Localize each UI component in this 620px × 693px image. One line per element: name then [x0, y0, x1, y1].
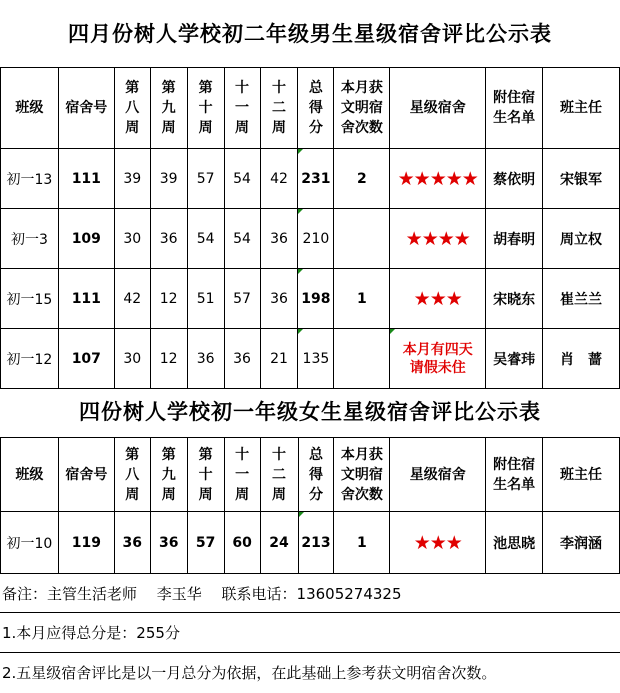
star-icon: ★★★★ — [405, 227, 470, 250]
remark-line: 备注：主管生活老师 李玉华 联系电话：13605274325 — [2, 585, 402, 603]
class-cell: 初一3 — [1, 209, 59, 269]
table-row — [1, 269, 620, 329]
week12-cell: 36 — [260, 269, 298, 329]
total-cell: 198 — [298, 269, 334, 329]
week9-cell: 12 — [150, 269, 187, 329]
note-rating-rule: 2.五星级宿舍评比是以一月总分为依据，在此基础上参考获文明宿舍次数。 — [0, 652, 620, 693]
header-week10: 第 十 周 — [187, 68, 224, 149]
header-week12: 十 二 周 — [260, 438, 298, 512]
week10-cell: 54 — [187, 209, 224, 269]
week12-cell: 24 — [260, 512, 298, 574]
header-week11: 十 一 周 — [224, 438, 260, 512]
dorm-cell: 111 — [58, 269, 114, 329]
teacher-cell: 宋银军 — [543, 149, 620, 209]
week10-cell: 57 — [187, 512, 224, 574]
page-title-girls: 四份树人学校初一年级女生星级宿舍评比公示表 — [79, 400, 541, 424]
class-cell: 初一10 — [1, 512, 59, 574]
total-cell: 231 — [298, 149, 334, 209]
boys-dorm-table — [0, 67, 620, 389]
week11-cell: 54 — [224, 149, 260, 209]
header-row — [1, 438, 620, 512]
resident-cell: 胡春明 — [486, 209, 543, 269]
star-cell — [390, 269, 486, 329]
week11-cell: 57 — [224, 269, 260, 329]
header-total: 总 得 分 — [298, 438, 334, 512]
civil-count-cell: 2 — [334, 149, 390, 209]
table-row — [1, 512, 620, 574]
week10-cell: 36 — [187, 329, 224, 389]
girls-dorm-table — [0, 437, 620, 574]
header-total: 总 得 分 — [298, 68, 334, 149]
star-icon: ★★★★★ — [397, 167, 478, 190]
total-cell: 210 — [298, 209, 334, 269]
header-civil-count: 本月获 文明宿 舍次数 — [334, 68, 390, 149]
absence-note-line: 本月有四天 — [402, 341, 473, 358]
class-cell: 初一13 — [1, 149, 59, 209]
week10-cell: 51 — [187, 269, 224, 329]
resident-cell: 宋晓东 — [486, 269, 543, 329]
header-dorm: 宿舍号 — [58, 68, 114, 149]
resident-cell: 吴睿玮 — [486, 329, 543, 389]
star-cell — [390, 512, 486, 574]
week9-cell: 36 — [150, 512, 187, 574]
week9-cell: 36 — [150, 209, 187, 269]
star-icon: ★★★ — [413, 287, 462, 310]
dorm-cell: 111 — [58, 149, 114, 209]
week8-cell: 30 — [114, 329, 150, 389]
total-cell: 135 — [298, 329, 334, 389]
header-week9: 第 九 周 — [150, 438, 187, 512]
header-star-dorm: 星级宿舍 — [390, 438, 486, 512]
table-row — [1, 149, 620, 209]
week11-cell: 36 — [224, 329, 260, 389]
star-icon: ★★★ — [413, 531, 462, 554]
page-title-boys: 四月份树人学校初二年级男生星级宿舍评比公示表 — [68, 22, 552, 46]
week10-cell: 57 — [187, 149, 224, 209]
civil-count-cell: 1 — [334, 512, 390, 574]
week8-cell: 36 — [114, 512, 150, 574]
header-class: 班级 — [1, 68, 59, 149]
header-resident-list: 附住宿 生名单 — [486, 438, 543, 512]
table-row — [1, 329, 620, 389]
table-row — [1, 209, 620, 269]
teacher-cell: 李润涵 — [543, 512, 620, 574]
resident-cell: 蔡依明 — [486, 149, 543, 209]
dorm-cell: 107 — [58, 329, 114, 389]
week8-cell: 30 — [114, 209, 150, 269]
class-cell: 初一12 — [1, 329, 59, 389]
class-cell: 初一15 — [1, 269, 59, 329]
resident-cell: 池思晓 — [486, 512, 543, 574]
header-week11: 十 一 周 — [224, 68, 260, 149]
header-civil-count: 本月获 文明宿 舍次数 — [334, 438, 390, 512]
week12-cell: 21 — [260, 329, 298, 389]
week11-cell: 60 — [224, 512, 260, 574]
civil-count-cell: 1 — [334, 269, 390, 329]
absence-note-cell — [390, 329, 486, 389]
absence-note-line: 请假未住 — [409, 359, 466, 376]
week8-cell: 39 — [114, 149, 150, 209]
teacher-cell: 肖 蔷 — [543, 329, 620, 389]
header-week10: 第 十 周 — [187, 438, 224, 512]
header-class: 班级 — [1, 438, 59, 512]
dorm-cell: 109 — [58, 209, 114, 269]
week8-cell: 42 — [114, 269, 150, 329]
header-teacher: 班主任 — [543, 68, 620, 149]
header-week8: 第 八 周 — [114, 68, 150, 149]
header-dorm: 宿舍号 — [58, 438, 114, 512]
dorm-cell: 119 — [58, 512, 114, 574]
header-resident-list: 附住宿 生名单 — [486, 68, 543, 149]
note-total-score: 1.本月应得总分是：255分 — [0, 612, 620, 652]
header-week9: 第 九 周 — [150, 68, 187, 149]
week9-cell: 12 — [150, 329, 187, 389]
star-cell — [390, 149, 486, 209]
header-star-dorm: 星级宿舍 — [390, 68, 486, 149]
civil-count-cell — [334, 209, 390, 269]
week12-cell: 36 — [260, 209, 298, 269]
header-row — [1, 68, 620, 149]
week9-cell: 39 — [150, 149, 187, 209]
teacher-cell: 崔兰兰 — [543, 269, 620, 329]
header-week12: 十 二 周 — [260, 68, 298, 149]
header-week8: 第 八 周 — [114, 438, 150, 512]
week11-cell: 54 — [224, 209, 260, 269]
star-cell — [390, 209, 486, 269]
teacher-cell: 周立权 — [543, 209, 620, 269]
civil-count-cell — [334, 329, 390, 389]
total-cell: 213 — [298, 512, 334, 574]
header-teacher: 班主任 — [543, 438, 620, 512]
week12-cell: 42 — [260, 149, 298, 209]
